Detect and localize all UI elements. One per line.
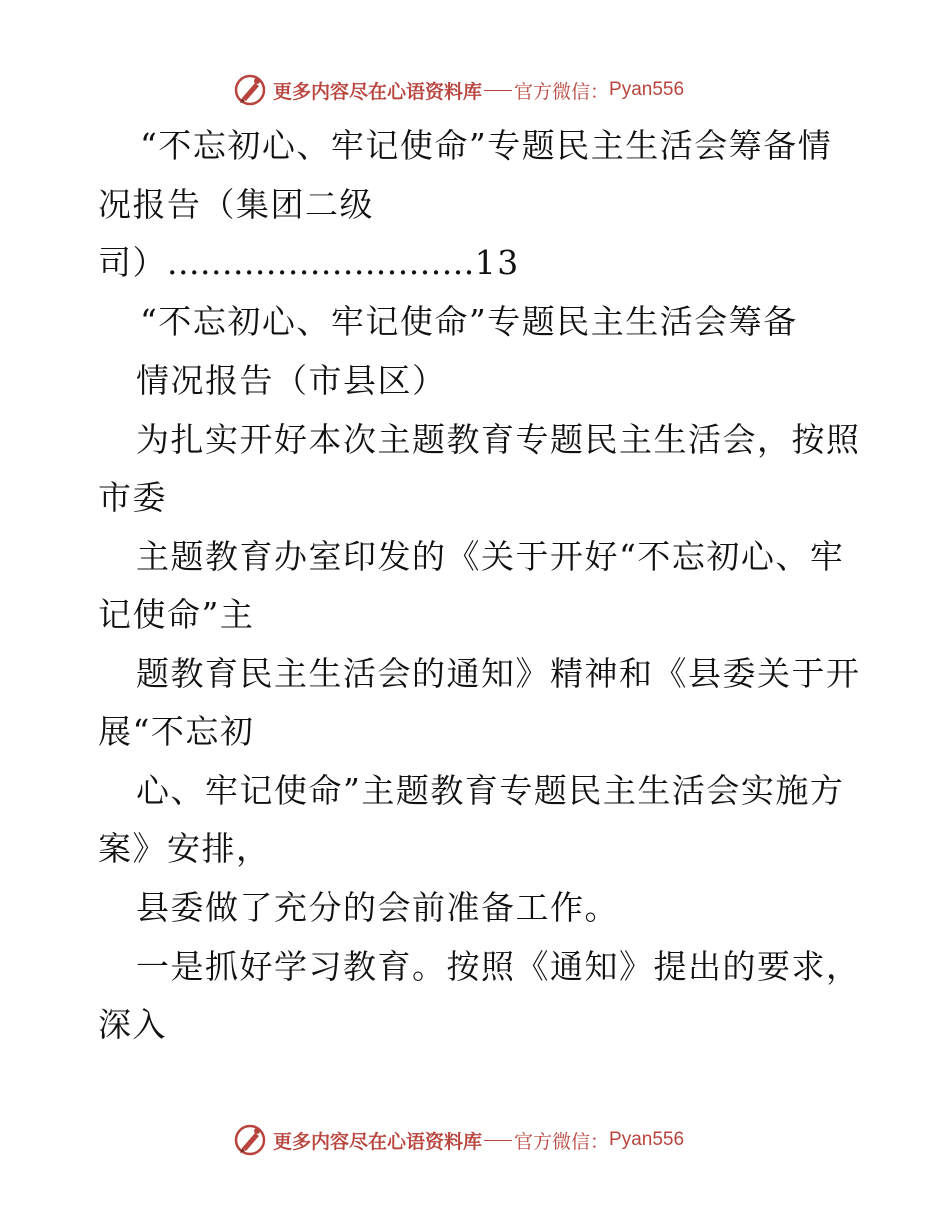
banner-main-text: 更多内容尽在心语资料库: [273, 80, 483, 103]
banner-wechat-id: Pyan556: [609, 1129, 685, 1150]
body-line: 心、牢记使命”主题教育专题民主生活会实施方: [136, 771, 845, 810]
pen-logo-icon: [233, 73, 267, 107]
footer-banner: [233, 1123, 684, 1157]
pen-logo-icon: [233, 1123, 267, 1157]
toc-entry-suffix: 司）: [98, 243, 167, 282]
body-line: 题教育民主生活会的通知》精神和《县委关于开: [136, 654, 861, 693]
banner-dash: [484, 90, 512, 91]
article-title-line-2: 情况报告（市县区）: [136, 361, 447, 400]
toc-page-number: 13: [474, 243, 520, 282]
body-line: 主题教育办室印发的《关于开好“不忘初心、牢: [136, 537, 845, 576]
body-line: 市委: [98, 478, 167, 517]
banner-dash: [484, 1140, 512, 1141]
toc-entry-line-3: [98, 243, 520, 283]
banner-main-text: 更多内容尽在心语资料库: [273, 1130, 483, 1153]
body-line: 县委做了充分的会前准备工作。: [136, 888, 619, 927]
toc-leader-dots: ............................: [167, 243, 475, 282]
body-line: 展“不忘初: [98, 712, 255, 751]
banner-wechat-label: 官方微信：: [514, 1130, 610, 1153]
banner-wechat-label: 官方微信：: [514, 80, 610, 103]
body-line: 记使命”主: [98, 595, 255, 634]
banner-wechat-id: Pyan556: [609, 79, 685, 100]
header-banner: [233, 73, 684, 107]
body-line: 案》安排，: [98, 829, 271, 868]
toc-entry-line-1: “不忘初心、牢记使命”专题民主生活会筹备情: [140, 126, 833, 165]
body-line: 为扎实开好本次主题教育专题民主生活会，按照: [136, 420, 861, 459]
article-title-line-1: “不忘初心、牢记使命”专题民主生活会筹备: [140, 302, 798, 341]
toc-entry-line-2: 况报告（集团二级: [98, 185, 374, 224]
body-line: 深入: [98, 1005, 167, 1044]
body-line: 一是抓好学习教育。按照《通知》提出的要求，: [136, 947, 861, 986]
